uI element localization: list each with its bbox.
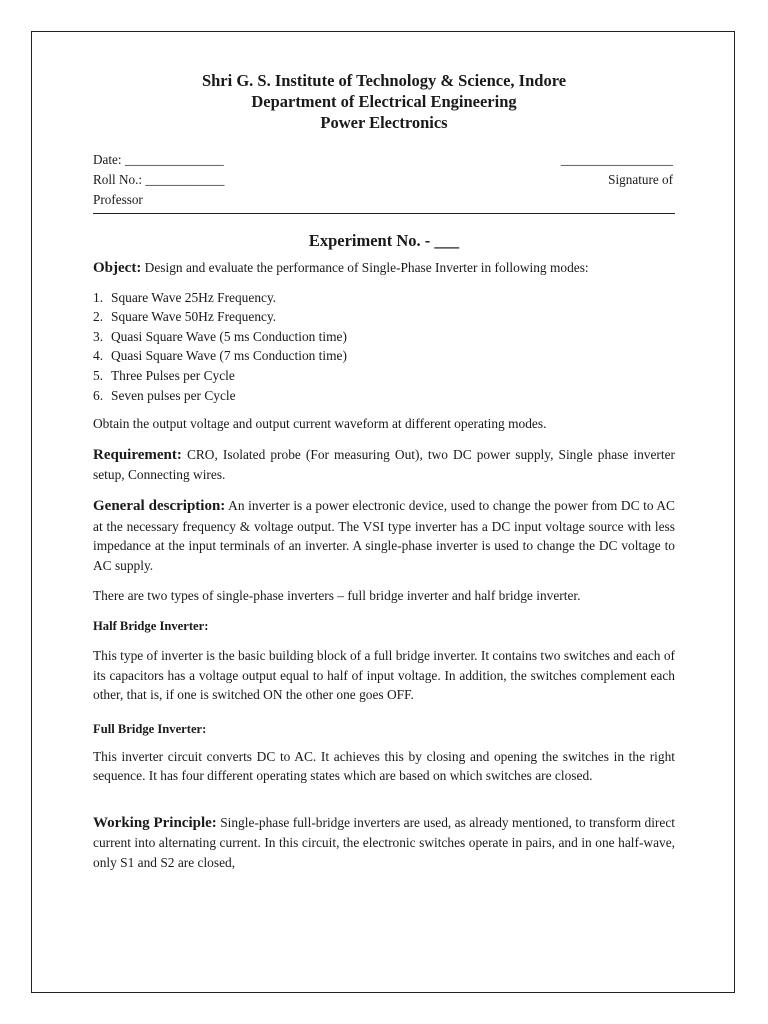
document-page [31,31,735,993]
meta-block [93,150,675,210]
object-text: Design and evaluate the performance of Single-Phase Inverter in following modes: [141,260,589,275]
list-item-text: Quasi Square Wave (5 ms Conduction time) [111,328,347,344]
requirement-label: Requirement: [93,446,182,463]
list-item-number: 5. [93,367,104,383]
list-item [93,307,675,327]
list-item-text: Square Wave 50Hz Frequency. [111,309,277,325]
department-name: Department of Electrical Engineering [251,92,517,111]
list-item-number: 3. [93,328,104,344]
meta-left [93,150,225,190]
list-item-number: 1. [93,289,104,305]
course-name: Power Electronics [320,113,448,132]
signature-line: _________________ [560,152,673,167]
professor-label: Professor [93,192,143,207]
institute-name: Shri G. S. Institute of Technology & Science, Indore [201,71,567,90]
working-principle-paragraph [93,813,675,873]
institute-header [93,70,675,133]
full-bridge-paragraph: This inverter circuit converts DC to AC. It achieves this by closing and opening the switches in the right sequence. It has four different operating states which are based on which switches are closed. [93,748,675,784]
experiment-title: Experiment No. - ___ [308,231,460,250]
full-bridge-heading: Full Bridge Inverter: [93,721,207,736]
object-paragraph [93,258,675,279]
half-bridge-heading: Half Bridge Inverter: [93,618,209,633]
working-principle-label: Working Principle: [93,814,217,831]
list-item [93,288,675,308]
header-divider [93,213,675,214]
object-label: Object: [93,260,142,276]
list-item-text: Quasi Square Wave (7 ms Conduction time) [111,348,347,364]
general-description-paragraph [93,496,675,575]
list-item-text: Three Pulses per Cycle [111,367,235,383]
meta-right [561,150,673,190]
general-description-label: General description: [93,497,226,514]
list-item-number: 4. [93,348,104,364]
list-item-text: Seven pulses per Cycle [111,387,236,403]
list-item [93,327,675,347]
document-content [93,70,675,873]
obtain-paragraph: Obtain the output voltage and output current waveform at different operating modes. [93,416,547,432]
inverter-types-paragraph: There are two types of single-phase inverters – full bridge inverter and half bridge inverter. [93,588,581,604]
requirement-paragraph [93,445,675,485]
list-item [93,386,675,406]
list-item [93,346,675,366]
date-field: Date: _______________ [93,152,224,167]
half-bridge-paragraph: This type of inverter is the basic building block of a full bridge inverter. It contains two switches and each of its capacitors has a voltage output equal to half of input voltage. In addition, the switches complement each other, that is, if one is switched ON the other one goes OFF. [93,647,675,703]
signature-label: Signature of [608,172,673,187]
roll-field: Roll No.: ____________ [93,172,225,187]
list-item [93,366,675,386]
requirement-text: CRO, Isolated probe (For measuring Out), two DC power supply, Single phase inverter setup, Connecting wires. [93,446,675,483]
list-item-number: 6. [93,387,104,403]
modes-list [93,288,675,406]
general-description-text: An inverter is a power electronic device, used to change the power from DC to AC at the necessary frequency & voltage output. The VSI type inverter has a DC input voltage source with less impedance at the input terminals of an inverter. A single-phase inverter is used to change the DC voltage to AC supply. [93,497,675,573]
working-principle-text: Single-phase full-bridge inverters are used, as already mentioned, to transform direct current into alternating current. In this circuit, the electronic switches operate in pairs, and in one half-wave, only S1 and S2 are closed, [93,814,675,871]
list-item-text: Square Wave 25Hz Frequency. [111,289,277,305]
list-item-number: 2. [93,309,104,325]
